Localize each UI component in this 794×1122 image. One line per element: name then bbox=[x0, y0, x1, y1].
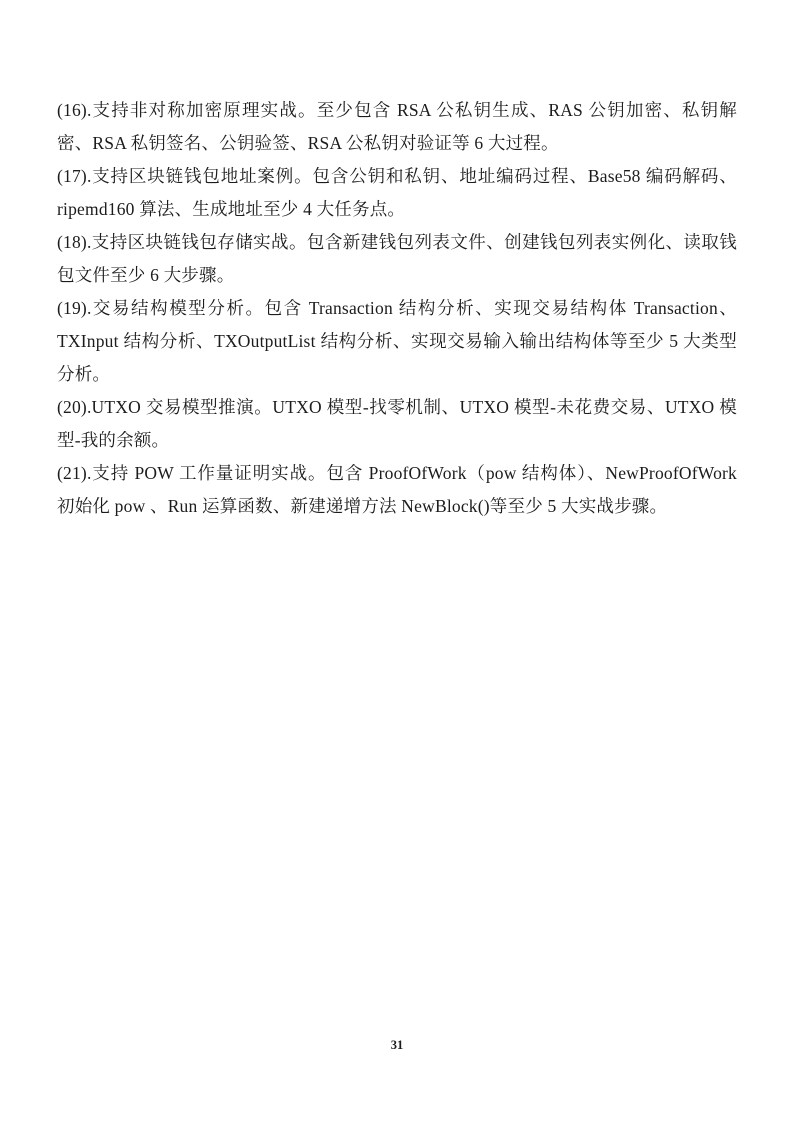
paragraph-item-19: (19).交易结构模型分析。包含 Transaction 结构分析、实现交易结构体 Transaction、TXInput 结构分析、TXOutputList 结构分析、实现交易输入输出结构体等至少 5 大类型分析。 bbox=[57, 298, 737, 384]
document-body bbox=[57, 94, 737, 523]
paragraph-item-21: (21).支持 POW 工作量证明实战。包含 ProofOfWork（pow 结构体）、NewProofOfWork 初始化 pow 、Run 运算函数、新建递增方法 NewBlock()等至少 5 大实战步骤。 bbox=[57, 463, 737, 516]
paragraph-item-17: (17).支持区块链钱包地址案例。包含公钥和私钥、地址编码过程、Base58 编码解码、ripemd160 算法、生成地址至少 4 大任务点。 bbox=[57, 166, 737, 219]
paragraph-item-16: (16).支持非对称加密原理实战。至少包含 RSA 公私钥生成、RAS 公钥加密、私钥解密、RSA 私钥签名、公钥验签、RSA 公私钥对验证等 6 大过程。 bbox=[57, 100, 737, 153]
page-number: 31 bbox=[390, 1038, 404, 1052]
page-footer bbox=[0, 1036, 794, 1054]
paragraph-item-20: (20).UTXO 交易模型推演。UTXO 模型-找零机制、UTXO 模型-未花费交易、UTXO 模型-我的余额。 bbox=[57, 397, 737, 450]
paragraph-item-18: (18).支持区块链钱包存储实战。包含新建钱包列表文件、创建钱包列表实例化、读取钱包文件至少 6 大步骤。 bbox=[57, 232, 737, 285]
